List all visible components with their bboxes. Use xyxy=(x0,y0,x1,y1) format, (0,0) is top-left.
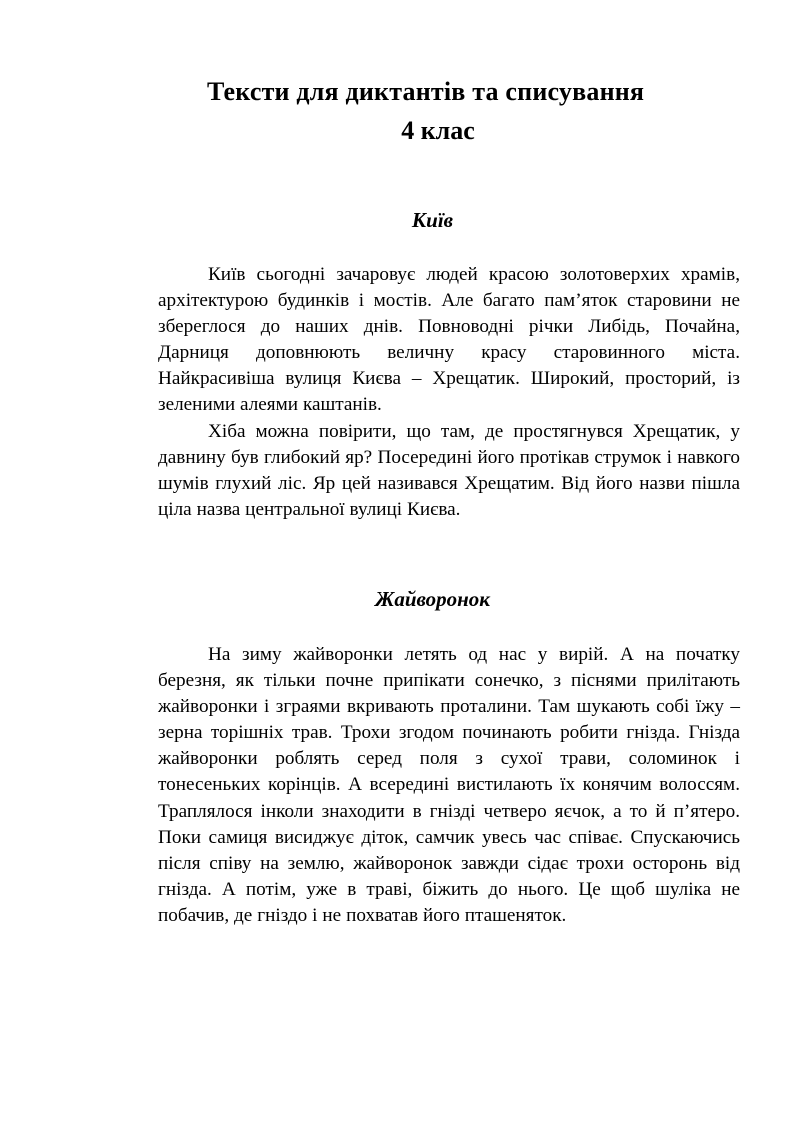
paragraph-zhaivoronok-1: На зиму жайворонки летять од нас у вирій. А на початку березня, як тільки почне припікати сонечко, з піснями прилітають жайворонки і зграями вкривають проталини. Там шукають собі їжу – зерна торішніх трав. Трохи згодом починають робити гнізда. Гнізда жайворонки роблять серед поля з сухої трави, соломинок і тонесеньких корінців. А всередині вистилають їх конячим волоссям. Траплялося інколи знаходити в гнізді четверо яєчок, а то й п’ятеро. Поки самиця висиджує діток, самчик увесь час співає. Спускаючись після співу на землю, жайворонок завжди сідає трохи осторонь від гнізда. А потім, уже в траві, біжить до нього. Це щоб шуліка не побачив, де гніздо і не похватав його пташеняток. xyxy=(158,643,740,926)
document-title: Тексти для диктантів та списування xyxy=(207,77,645,106)
paragraph-kyiv-1: Київ сьогодні зачаровує людей красою золотоверхих храмів, архітектурою будинків і мостів. Але багато пам’яток старовини не збереглося до наших днів. Повноводні річки Либідь, Почайна, Дарниця доповнюють величну красу старовинного міста. Найкрасивіша вулиця Києва – Хрещатик. Широкий, просторий, із зеленими алеями каштанів. xyxy=(158,264,740,416)
document-text-column xyxy=(158,0,740,929)
heading-spacer xyxy=(158,233,740,262)
heading-spacer xyxy=(158,612,740,642)
document-grade-subtitle: 4 клас xyxy=(401,116,475,145)
paragraph-kyiv-2: Хіба можна повірити, що там, де простягнувся Хрещатик, у давнину був глибокий яр? Посередині його протікав струмок і навкого шумів глухий ліс. Яр цей називався Хрещатим. Від його назви пішла ціла назва центральної вулиці Києва. xyxy=(158,420,740,520)
section-heading-zhaivoronok: Жайворонок xyxy=(375,586,490,611)
section-heading-kyiv: Київ xyxy=(411,208,454,232)
